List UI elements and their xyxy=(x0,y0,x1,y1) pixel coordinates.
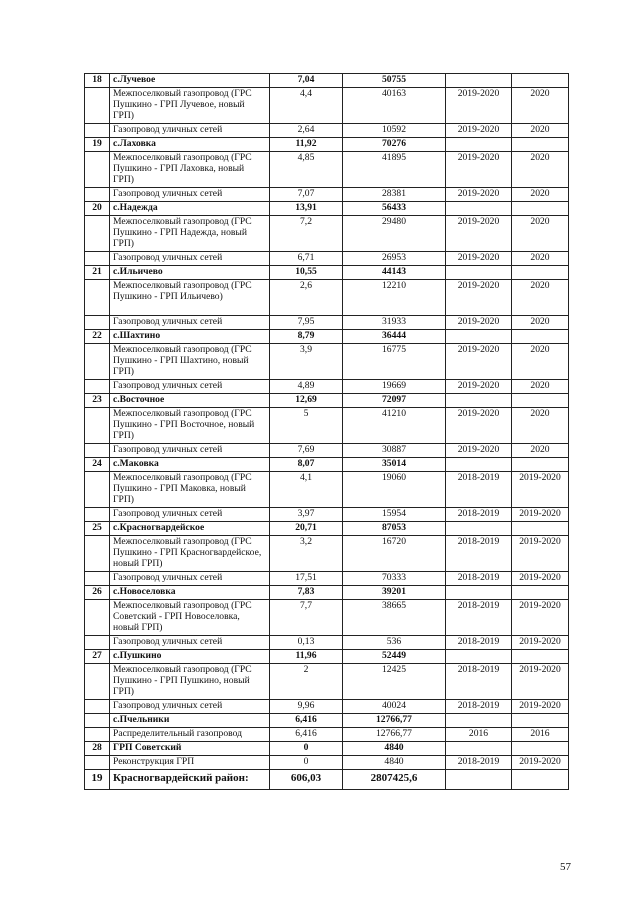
cost-cell: 41895 xyxy=(343,152,446,188)
cost-cell: 40163 xyxy=(343,88,446,124)
length-cell: 12,69 xyxy=(270,394,343,408)
row-number-cell: 27 xyxy=(85,650,110,664)
length-cell: 4,89 xyxy=(270,380,343,394)
design-period-cell: 2018-2019 xyxy=(446,536,512,572)
cost-cell: 36444 xyxy=(343,330,446,344)
table-row xyxy=(85,636,569,650)
design-period-cell: 2018-2019 xyxy=(446,756,512,770)
length-cell: 10,55 xyxy=(270,266,343,280)
name-cell: Межпоселковый газопровод (ГРС Пушкино - ГРП Красногвардейское, новый ГРП) xyxy=(110,536,270,572)
settlement-row xyxy=(85,522,569,536)
table-row xyxy=(85,124,569,138)
row-number-cell xyxy=(85,700,110,714)
length-cell: 11,92 xyxy=(270,138,343,152)
row-number-cell xyxy=(85,714,110,728)
build-period-cell: 2020 xyxy=(512,280,569,316)
name-cell: с.Шахтино xyxy=(110,330,270,344)
design-period-cell: 2019-2020 xyxy=(446,444,512,458)
build-period-cell: 2019-2020 xyxy=(512,664,569,700)
build-period-cell xyxy=(512,586,569,600)
length-cell: 0,13 xyxy=(270,636,343,650)
cost-cell: 35014 xyxy=(343,458,446,472)
design-period-cell: 2016 xyxy=(446,728,512,742)
cost-cell: 30887 xyxy=(343,444,446,458)
table-row xyxy=(85,188,569,202)
cost-cell: 12210 xyxy=(343,280,446,316)
cost-cell: 31933 xyxy=(343,316,446,330)
name-cell: с.Лучевое xyxy=(110,74,270,88)
build-period-cell: 2020 xyxy=(512,444,569,458)
name-cell: с.Красногвардейское xyxy=(110,522,270,536)
name-cell: с.Пчельники xyxy=(110,714,270,728)
name-cell: Красногвардейский район: xyxy=(110,770,270,790)
settlement-row xyxy=(85,138,569,152)
page-number: 57 xyxy=(560,861,571,873)
build-period-cell: 2020 xyxy=(512,88,569,124)
name-cell: Газопровод уличных сетей xyxy=(110,444,270,458)
cost-cell: 4840 xyxy=(343,756,446,770)
cost-cell: 40024 xyxy=(343,700,446,714)
table-row xyxy=(85,444,569,458)
table-row xyxy=(85,536,569,572)
name-cell: Газопровод уличных сетей xyxy=(110,636,270,650)
row-number-cell xyxy=(85,380,110,394)
cost-cell: 2807425,6 xyxy=(343,770,446,790)
table-row xyxy=(85,216,569,252)
cost-cell: 12766,77 xyxy=(343,728,446,742)
cost-cell: 16775 xyxy=(343,344,446,380)
row-number-cell xyxy=(85,636,110,650)
row-number-cell xyxy=(85,536,110,572)
table-row xyxy=(85,756,569,770)
table-row xyxy=(85,472,569,508)
length-cell: 3,9 xyxy=(270,344,343,380)
cost-cell: 56433 xyxy=(343,202,446,216)
name-cell: Газопровод уличных сетей xyxy=(110,572,270,586)
design-period-cell: 2019-2020 xyxy=(446,344,512,380)
gasification-table xyxy=(84,73,569,790)
design-period-cell: 2018-2019 xyxy=(446,700,512,714)
build-period-cell xyxy=(512,714,569,728)
build-period-cell: 2019-2020 xyxy=(512,756,569,770)
build-period-cell: 2020 xyxy=(512,124,569,138)
name-cell: с.Пушкино xyxy=(110,650,270,664)
length-cell: 7,04 xyxy=(270,74,343,88)
cost-cell: 72097 xyxy=(343,394,446,408)
cost-cell: 19669 xyxy=(343,380,446,394)
design-period-cell xyxy=(446,330,512,344)
table-row xyxy=(85,152,569,188)
design-period-cell xyxy=(446,650,512,664)
build-period-cell xyxy=(512,394,569,408)
table-row xyxy=(85,600,569,636)
table-row xyxy=(85,572,569,586)
row-number-cell xyxy=(85,280,110,316)
length-cell: 8,07 xyxy=(270,458,343,472)
design-period-cell: 2018-2019 xyxy=(446,636,512,650)
cost-cell: 52449 xyxy=(343,650,446,664)
name-cell: Межпоселковый газопровод (ГРС Пушкино - ГРП Шахтино, новый ГРП) xyxy=(110,344,270,380)
build-period-cell xyxy=(512,138,569,152)
build-period-cell: 2019-2020 xyxy=(512,572,569,586)
build-period-cell: 2020 xyxy=(512,188,569,202)
length-cell: 13,91 xyxy=(270,202,343,216)
cost-cell: 29480 xyxy=(343,216,446,252)
cost-cell: 4840 xyxy=(343,742,446,756)
row-number-cell xyxy=(85,472,110,508)
build-period-cell: 2020 xyxy=(512,316,569,330)
length-cell: 2 xyxy=(270,664,343,700)
table-row xyxy=(85,664,569,700)
length-cell: 8,79 xyxy=(270,330,343,344)
design-period-cell xyxy=(446,458,512,472)
row-number-cell xyxy=(85,572,110,586)
design-period-cell xyxy=(446,138,512,152)
cost-cell: 50755 xyxy=(343,74,446,88)
length-cell: 17,51 xyxy=(270,572,343,586)
design-period-cell: 2018-2019 xyxy=(446,600,512,636)
build-period-cell xyxy=(512,202,569,216)
design-period-cell: 2019-2020 xyxy=(446,252,512,266)
row-number-cell xyxy=(85,124,110,138)
design-period-cell: 2019-2020 xyxy=(446,188,512,202)
name-cell: с.Ильичево xyxy=(110,266,270,280)
length-cell: 7,07 xyxy=(270,188,343,202)
cost-cell: 15954 xyxy=(343,508,446,522)
design-period-cell xyxy=(446,394,512,408)
name-cell: Межпоселковый газопровод (ГРС Пушкино - ГРП Лаховка, новый ГРП) xyxy=(110,152,270,188)
length-cell: 9,96 xyxy=(270,700,343,714)
length-cell: 2,6 xyxy=(270,280,343,316)
row-number-cell: 22 xyxy=(85,330,110,344)
build-period-cell xyxy=(512,770,569,790)
design-period-cell: 2019-2020 xyxy=(446,88,512,124)
table-row xyxy=(85,408,569,444)
row-number-cell xyxy=(85,664,110,700)
settlement-row xyxy=(85,586,569,600)
row-number-cell xyxy=(85,728,110,742)
name-cell: Межпоселковый газопровод (ГРС Советский - ГРП Новоселовка, новый ГРП) xyxy=(110,600,270,636)
name-cell: с.Восточное xyxy=(110,394,270,408)
name-cell: Межпоселковый газопровод (ГРС Пушкино - ГРП Пушкино, новый ГРП) xyxy=(110,664,270,700)
settlement-row xyxy=(85,650,569,664)
length-cell: 11,96 xyxy=(270,650,343,664)
length-cell: 6,71 xyxy=(270,252,343,266)
design-period-cell xyxy=(446,770,512,790)
length-cell: 7,2 xyxy=(270,216,343,252)
length-cell: 7,95 xyxy=(270,316,343,330)
length-cell: 6,416 xyxy=(270,714,343,728)
design-period-cell: 2019-2020 xyxy=(446,408,512,444)
build-period-cell: 2019-2020 xyxy=(512,536,569,572)
build-period-cell: 2020 xyxy=(512,344,569,380)
row-number-cell xyxy=(85,600,110,636)
row-number-cell xyxy=(85,252,110,266)
row-number-cell: 18 xyxy=(85,74,110,88)
build-period-cell xyxy=(512,74,569,88)
cost-cell: 16720 xyxy=(343,536,446,572)
table-row xyxy=(85,728,569,742)
settlement-row xyxy=(85,266,569,280)
build-period-cell: 2019-2020 xyxy=(512,600,569,636)
settlement-row xyxy=(85,714,569,728)
design-period-cell xyxy=(446,266,512,280)
length-cell: 4,85 xyxy=(270,152,343,188)
design-period-cell: 2019-2020 xyxy=(446,216,512,252)
build-period-cell xyxy=(512,458,569,472)
design-period-cell: 2019-2020 xyxy=(446,124,512,138)
design-period-cell xyxy=(446,742,512,756)
cost-cell: 41210 xyxy=(343,408,446,444)
row-number-cell xyxy=(85,444,110,458)
row-number-cell: 20 xyxy=(85,202,110,216)
design-period-cell xyxy=(446,74,512,88)
cost-cell: 12766,77 xyxy=(343,714,446,728)
row-number-cell xyxy=(85,152,110,188)
name-cell: Межпоселковый газопровод (ГРС Пушкино - ГРП Ильичево) xyxy=(110,280,270,316)
row-number-cell: 19 xyxy=(85,138,110,152)
name-cell: с.Маковка xyxy=(110,458,270,472)
row-number-cell xyxy=(85,188,110,202)
table-row xyxy=(85,700,569,714)
name-cell: Газопровод уличных сетей xyxy=(110,508,270,522)
design-period-cell xyxy=(446,714,512,728)
table-row xyxy=(85,508,569,522)
length-cell: 3,97 xyxy=(270,508,343,522)
build-period-cell: 2019-2020 xyxy=(512,508,569,522)
settlement-row xyxy=(85,742,569,756)
design-period-cell: 2019-2020 xyxy=(446,316,512,330)
build-period-cell xyxy=(512,650,569,664)
table-body xyxy=(85,74,569,790)
row-number-cell: 26 xyxy=(85,586,110,600)
name-cell: Газопровод уличных сетей xyxy=(110,380,270,394)
name-cell: Межпоселковый газопровод (ГРС Пушкино - ГРП Маковка, новый ГРП) xyxy=(110,472,270,508)
name-cell: Газопровод уличных сетей xyxy=(110,316,270,330)
build-period-cell xyxy=(512,522,569,536)
design-period-cell: 2018-2019 xyxy=(446,664,512,700)
row-number-cell xyxy=(85,216,110,252)
name-cell: Межпоселковый газопровод (ГРС Пушкино - ГРП Восточное, новый ГРП) xyxy=(110,408,270,444)
build-period-cell: 2019-2020 xyxy=(512,700,569,714)
design-period-cell: 2019-2020 xyxy=(446,280,512,316)
table-row xyxy=(85,252,569,266)
length-cell: 4,1 xyxy=(270,472,343,508)
row-number-cell: 19 xyxy=(85,770,110,790)
table-row xyxy=(85,88,569,124)
build-period-cell: 2016 xyxy=(512,728,569,742)
length-cell: 20,71 xyxy=(270,522,343,536)
row-number-cell xyxy=(85,408,110,444)
build-period-cell: 2020 xyxy=(512,252,569,266)
settlement-row xyxy=(85,74,569,88)
row-number-cell xyxy=(85,316,110,330)
length-cell: 2,64 xyxy=(270,124,343,138)
name-cell: Газопровод уличных сетей xyxy=(110,252,270,266)
length-cell: 5 xyxy=(270,408,343,444)
build-period-cell xyxy=(512,330,569,344)
cost-cell: 28381 xyxy=(343,188,446,202)
length-cell: 6,416 xyxy=(270,728,343,742)
name-cell: с.Надежда xyxy=(110,202,270,216)
build-period-cell: 2019-2020 xyxy=(512,472,569,508)
cost-cell: 70276 xyxy=(343,138,446,152)
row-number-cell: 23 xyxy=(85,394,110,408)
table-row xyxy=(85,316,569,330)
design-period-cell xyxy=(446,522,512,536)
length-cell: 3,2 xyxy=(270,536,343,572)
length-cell: 606,03 xyxy=(270,770,343,790)
length-cell: 0 xyxy=(270,742,343,756)
table-row xyxy=(85,380,569,394)
name-cell: с.Новоселовка xyxy=(110,586,270,600)
cost-cell: 26953 xyxy=(343,252,446,266)
row-number-cell: 25 xyxy=(85,522,110,536)
row-number-cell: 21 xyxy=(85,266,110,280)
cost-cell: 44143 xyxy=(343,266,446,280)
length-cell: 7,7 xyxy=(270,600,343,636)
settlement-row xyxy=(85,394,569,408)
length-cell: 7,69 xyxy=(270,444,343,458)
cost-cell: 19060 xyxy=(343,472,446,508)
design-period-cell: 2018-2019 xyxy=(446,572,512,586)
total-row xyxy=(85,770,569,790)
length-cell: 4,4 xyxy=(270,88,343,124)
build-period-cell: 2020 xyxy=(512,380,569,394)
design-period-cell: 2018-2019 xyxy=(446,508,512,522)
cost-cell: 70333 xyxy=(343,572,446,586)
design-period-cell xyxy=(446,202,512,216)
build-period-cell: 2019-2020 xyxy=(512,636,569,650)
settlement-row xyxy=(85,330,569,344)
design-period-cell xyxy=(446,586,512,600)
name-cell: Газопровод уличных сетей xyxy=(110,124,270,138)
cost-cell: 39201 xyxy=(343,586,446,600)
name-cell: Реконструкция ГРП xyxy=(110,756,270,770)
cost-cell: 536 xyxy=(343,636,446,650)
row-number-cell: 24 xyxy=(85,458,110,472)
name-cell: Газопровод уличных сетей xyxy=(110,700,270,714)
name-cell: ГРП Советский xyxy=(110,742,270,756)
row-number-cell xyxy=(85,756,110,770)
row-number-cell xyxy=(85,508,110,522)
build-period-cell xyxy=(512,742,569,756)
length-cell: 7,83 xyxy=(270,586,343,600)
settlement-row xyxy=(85,458,569,472)
design-period-cell: 2019-2020 xyxy=(446,380,512,394)
cost-cell: 38665 xyxy=(343,600,446,636)
name-cell: Межпоселковый газопровод (ГРС Пушкино - ГРП Надежда, новый ГРП) xyxy=(110,216,270,252)
build-period-cell: 2020 xyxy=(512,408,569,444)
build-period-cell: 2020 xyxy=(512,152,569,188)
design-period-cell: 2019-2020 xyxy=(446,152,512,188)
build-period-cell xyxy=(512,266,569,280)
name-cell: с.Лаховка xyxy=(110,138,270,152)
row-number-cell xyxy=(85,88,110,124)
length-cell: 0 xyxy=(270,756,343,770)
table-row xyxy=(85,280,569,316)
settlement-row xyxy=(85,202,569,216)
cost-cell: 12425 xyxy=(343,664,446,700)
build-period-cell: 2020 xyxy=(512,216,569,252)
row-number-cell: 28 xyxy=(85,742,110,756)
name-cell: Распределительный газопровод xyxy=(110,728,270,742)
cost-cell: 87053 xyxy=(343,522,446,536)
name-cell: Газопровод уличных сетей xyxy=(110,188,270,202)
name-cell: Межпоселковый газопровод (ГРС Пушкино - ГРП Лучевое, новый ГРП) xyxy=(110,88,270,124)
row-number-cell xyxy=(85,344,110,380)
table-row xyxy=(85,344,569,380)
cost-cell: 10592 xyxy=(343,124,446,138)
design-period-cell: 2018-2019 xyxy=(446,472,512,508)
